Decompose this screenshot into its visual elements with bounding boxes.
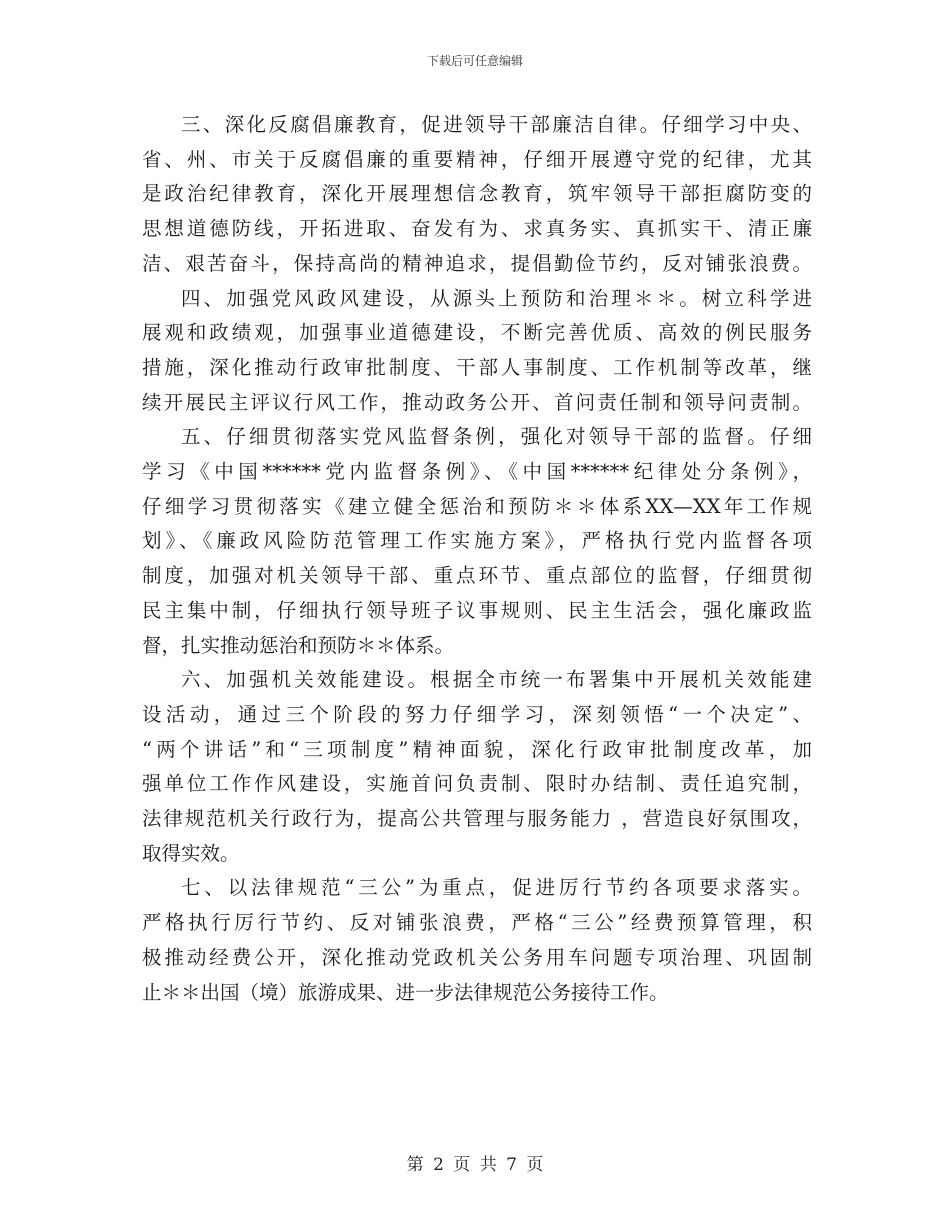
paragraph-4 [142, 282, 812, 421]
text-line: 极推动经费公开，深化推动党政机关公务用车问题专项治理、巩固制 [142, 945, 812, 969]
text-line: 三、深化反腐倡廉教育，促进领导干部廉洁自律。仔细学习中央、 [181, 113, 812, 136]
text-line: 严格执行厉行节约、反对铺张浪费，严格“三公”经费预算管理，积 [142, 911, 812, 935]
paragraph-5 [142, 420, 812, 663]
page-header: 下载后可任意编辑 [426, 54, 523, 68]
text-line: 展观和政绩观，加强事业道德建设，不断完善优质、高效的例民服务 [142, 321, 812, 345]
text-line: 五、仔细贯彻落实党风监督条例，强化对领导干部的监督。仔细 [181, 425, 812, 449]
text-line: 措施，深化推动行政审批制度、干部人事制度、工作机制等改革，继 [142, 355, 812, 379]
text-line: 强单位工作作风建设，实施首问负责制、限时办结制、责任追究制， [142, 772, 812, 796]
text-line: 取得实效。 [142, 841, 240, 865]
text-line: “两个讲话”和“三项制度”精神面貌，深化行政审批制度改革，加 [142, 737, 812, 761]
text-line: 是政治纪律教育，深化开展理想信念教育，筑牢领导干部拒腐防变的 [142, 182, 812, 206]
text-line: 续开展民主评议行风工作，推动政务公开、首问责任制和领导问责制。 [142, 390, 812, 414]
text-line: 设活动，通过三个阶段的努力仔细学习，深刻领悟“一个决定”、 [142, 702, 812, 726]
text-line: 法律规范机关行政行为，提高公共管理与服务能力 ，营造良好氛围攻， [142, 807, 812, 831]
paragraph-6 [142, 663, 812, 871]
text-line: 六、加强机关效能建设。根据全市统一布署集中开展机关效能建 [181, 668, 812, 692]
text-line: 学习《中国******党内监督条例》、《中国******纪律处分条例》， [142, 460, 812, 484]
text-line: 四、加强党风政风建设，从源头上预防和治理＊＊。树立科学进 [181, 286, 812, 310]
text-line: 洁、艰苦奋斗，保持高尚的精神追求，提倡勤俭节约，反对铺张浪费。 [142, 251, 812, 275]
text-line: 制度，加强对机关领导干部、重点环节、重点部位的监督，仔细贯彻 [142, 564, 812, 588]
paragraph-3 [142, 108, 812, 282]
text-line: 民主集中制，仔细执行领导班子议事规则、民主生活会，强化廉政监 [142, 598, 812, 622]
text-line: 七、以法律规范“三公”为重点，促进厉行节约各项要求落实。 [181, 876, 812, 900]
page-number: 第 2 页 共 7 页 [406, 1155, 544, 1175]
text-line: 划》、《廉政风险防范管理工作实施方案》，严格执行党内监督各项 [142, 529, 812, 553]
text-line: 省、州、市关于反腐倡廉的重要精神，仔细开展遵守党的纪律，尤其 [142, 147, 812, 171]
text-line: 督，扎实推动惩治和预防＊＊体系。 [142, 633, 455, 657]
paragraph-7 [142, 871, 812, 1010]
text-line: 仔细学习贯彻落实《建立健全惩治和预防＊＊体系XX—XX年工作规 [142, 494, 812, 518]
document-body [142, 108, 812, 1010]
text-line: 止＊＊出国（境）旅游成果、进一步法律规范公务接待工作。 [142, 980, 669, 1004]
text-line: 思想道德防线，开拓进取、奋发有为、求真务实、真抓实干、清正廉 [142, 217, 812, 241]
